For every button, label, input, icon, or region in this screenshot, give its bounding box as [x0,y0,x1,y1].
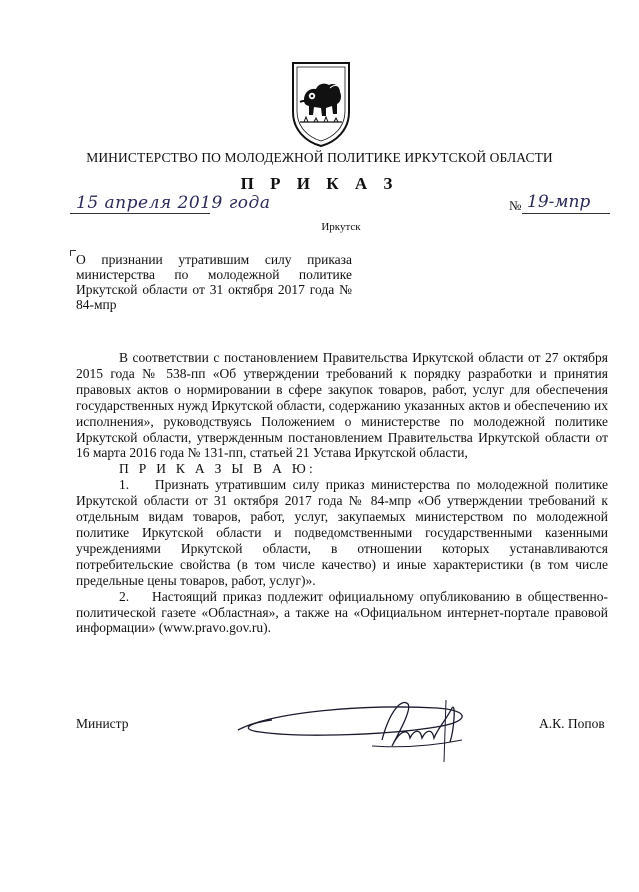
coat-of-arms-icon [290,60,352,148]
document-body [76,350,608,636]
document-subject: О признании утратившим силу приказа министерства по молодежной политике Иркутской области от 31 октября 2017 года № 84-мпр [76,252,352,312]
order-item-1: 1. Признать утратившим силу приказ министерства по молодежной политике Иркутской области от 31 октября 2017 года № 84-мпр «Об утверждении требований к отдельным видам товаров, работ, услуг, закупаемых министерством по молодежной политике Иркутской области и подведомственными государственными казенными учреждениями Иркутской области, в отношении которых устанавливаются потребительские свойства (в том числе качество) и иные характеристики (в том числе предельные цены товаров, работ, услуг)». [76,477,608,588]
signer-title: Министр [76,716,129,731]
date-underline [70,213,210,214]
number-underline [522,213,610,214]
decree-heading: П Р И К А З Ы В А Ю: [119,461,317,477]
ministry-name: МИНИСТЕРСТВО ПО МОЛОДЕЖНОЙ ПОЛИТИКЕ ИРКУТСКОЙ ОБЛАСТИ [86,150,553,165]
order-item-2: 2. Настоящий приказ подлежит официальному опубликованию в общественно-политической газете «Областная», а также на «Официальном интернет-портале правовой информации» (www.pravo.gov.ru). [76,588,608,636]
preamble-paragraph: В соответствии с постановлением Правительства Иркутской области от 27 октября 2015 года № 538-пп «Об утверждении требований к порядку разработки и принятия правовых актов о нормировании в сфере закупок товаров, работ, услуг для обеспечения государственных нужд Иркутской области, содержанию указанных актов и обеспечению их исполнения», руководствуясь Положением о министерстве по молодежной политике Иркутской области, утвержденным постановлением Правительства Иркутской области от 16 марта 2016 года № 131-пп, статьей 21 Устава Иркутской области, [76,350,608,461]
city-name: Иркутск [321,221,361,233]
signer-name: А.К. Попов [539,716,605,731]
handwritten-order-number: 19-мпр [527,192,591,212]
handwritten-signature-icon [232,690,482,770]
handwritten-date: 15 апреля 2019 года [76,193,271,213]
document-type-heading: П Р И К А З [240,174,399,193]
number-prefix: № [509,198,522,213]
